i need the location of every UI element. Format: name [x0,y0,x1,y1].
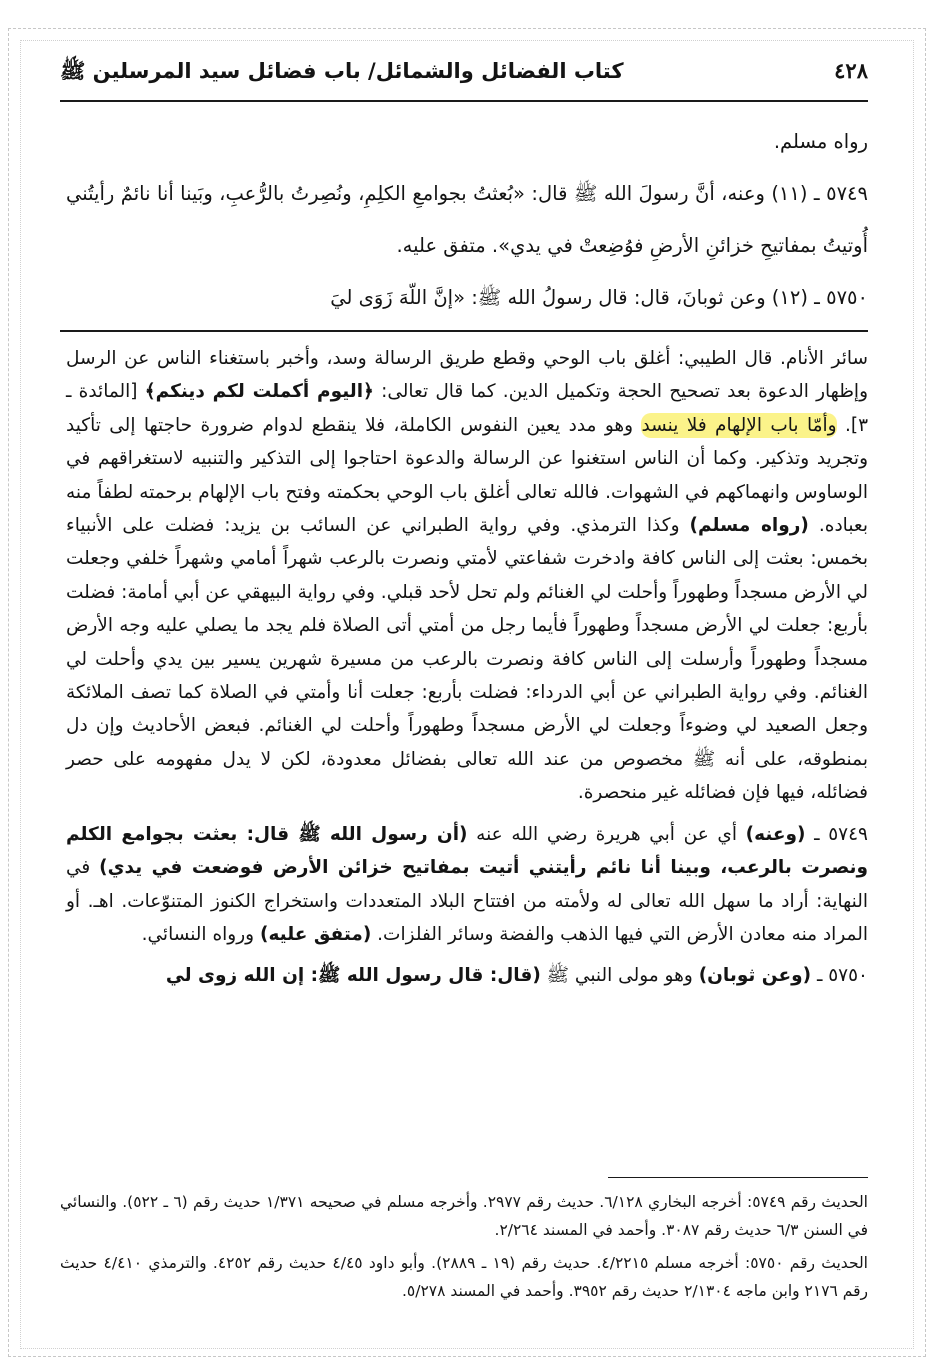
quoted-phrase: (وعنه) [745,823,806,845]
matn-sharh-divider [60,330,868,332]
commentary-text: أي عن أبي هريرة رضي الله عنه [467,823,746,845]
page-number: ٤٢٨ [834,58,868,83]
source-reference: (متفق عليه) [259,923,372,945]
footnote-5749: الحديث رقم ٥٧٤٩: أخرجه البخاري ٦/١٢٨. حديث رقم ٢٩٧٧. وأخرجه مسلم في صحيحه ١/٣٧١ حديث رقم (٦ ـ ٥٢٢). والنسائي في السنن ٦/٣ حديث رقم ٣٠٨٧. وأحمد في المسند ٢/٢٦٤. [60,1193,868,1239]
quoted-hadith: (أن رسول الله ﷺ قال: بعثت بجوامع الكلم ونصرت بالرعب، وبينا أنا نائم رأيتني أتيت بمفاتيح خزائن الأرض فوضعت في يدي) [66,823,869,879]
commentary-text: ورواه النسائي. [141,923,260,945]
commentary-text: [المائدة ـ ٣]. [66,381,868,436]
commentary-paragraph-1 [66,342,868,810]
commentary-text: سائر الأنام. قال الطيبي: أغلق باب الوحي وقطع طريق الرسالة وسد، وأخبر باستغناء الناس عن الرسل وإظهار الدعوة بعد تصحيح الحجة وتكميل الدين. كما قال تعالى: [66,348,869,403]
commentary-paragraph-5750 [66,959,868,992]
commentary-section [66,342,868,993]
running-title: كتاب الفضائل والشمائل/ باب فضائل سيد المرسلين ﷺ [60,59,624,83]
commentary-text: وهو مدد يعين النفوس الكاملة، فلا ينقطع لدوام ضرورة حاجتها إلى تأكيد وتجريد وتذكير. وكما أن الناس استغنوا عن الرسالة والدعوة احتاجوا إلى التذكير والتنبيه لاستغراقهم في الوساوس وانهماكهم في الشهوات. فالله تعالى أغلق باب الوحي بحكمته وفتح باب الإلهام برحمته لطفاً منه بعباده. [66,414,868,537]
hadith-text-section [66,116,868,324]
footnotes [60,1188,868,1310]
commentary-text: في النهاية: أراد ما سهل الله تعالى له ولأمته من افتتاح البلاد المتعددات واستخراج الكنوز المتنوّعات. اهـ. أو المراد منه معادن الأرض التي فيها الذهب والفضة وسائر الفلزات. [66,857,868,945]
quoted-hadith: (قال: قال رسول الله ﷺ: إن الله زوى لي [165,965,541,987]
source-reference: (رواه مسلم) [689,515,809,537]
commentary-paragraph-5749 [66,818,868,952]
hadith-5750: ٥٧٥٠ ـ (١٢) وعن ثوبانَ، قال: قال رسولُ الله ﷺ: «إنَّ اللّهَ زَوَى ليَ [330,286,868,309]
header-divider [60,100,868,102]
quran-quote: ﴿اليوم أكملت لكم دينكم﴾ [144,381,374,403]
commentary-text: وهو مولى النبي ﷺ [540,965,699,987]
page-header [60,58,868,94]
footnote-5750: الحديث رقم ٥٧٥٠: أخرجه مسلم ٤/٢٢١٥. حديث رقم (١٩ ـ ٢٨٨٩). وأبو داود ٤/٤٥ حديث رقم ٤٢٥٢. والترمذي ٤/٤١٠ حديث رقم ٢١٧٦ وابن ماجه ٢/١٣٠٤ حديث رقم ٣٩٥٢. وأحمد في المسند ٥/٢٧٨. [60,1254,868,1300]
hadith-5749: ٥٧٤٩ ـ (١١) وعنه، أنَّ رسولَ الله ﷺ قال: «بُعثتُ بجوامعِ الكلِمِ، ونُصِرتُ بالرُّعبِ، وبَينا أنا نائمٌ رأيتُني أُوتيتُ بمفاتيحِ خزائنِ الأرضِ فوُضِعتْ في يدي». متفق عليه. [66,182,868,257]
previous-hadith-source: رواه مسلم. [773,130,868,153]
commentary-text: وكذا الترمذي. وفي رواية الطبراني عن السائب بن يزيد: فضلت على الأنبياء بخمس: بعثت إلى الناس كافة وادخرت شفاعتي لأمتي ونصرت بالرعب شهراً أمامي وشهراً خلفي وجعلت لي الأرض مسجداً وطهوراً وأحلت لي الغنائم ولم تحل لأحد قبلي. وفي رواية البيهقي عن أبي أمامة: فضلت بأربع: جعلت لي الأرض مسجداً وطهوراً فأيما رجل من أمتي أتى الصلاة فلم يجد ما يصلي عليه وجه الأرض مسجداً وطهوراً وأرسلت إلى الناس كافة ونصرت بالرعب من مسيرة شهرين يسير بين يدي وأحلت لي الغنائم. وفي رواية الطبراني عن أبي الدرداء: فضلت بأربع: جعلت أنا وأمتي في الصلاة كما تصف الملائكة وجعل الصعيد لي وضوءاً وجعلت لي الأرض مسجداً وطهوراً وأحلت لي الغنائم. فبعض الأحاديث وإن دل بمنطوقه، على أنه ﷺ مخصوص من عند الله تعالى بفضائل معدودة، لكن لا يدل مفهومه على حصر فضائله، فيها فإن فضائله غير منحصرة. [66,515,868,804]
hadith-number: ٥٧٥٠ ـ [811,965,868,987]
footnote-divider [608,1177,868,1178]
hadith-number: ٥٧٤٩ ـ [805,823,868,845]
quoted-phrase: (وعن ثوبان) [698,965,812,987]
highlighted-phrase: وأمّا باب الإلهام فلا ينسد [641,414,837,436]
